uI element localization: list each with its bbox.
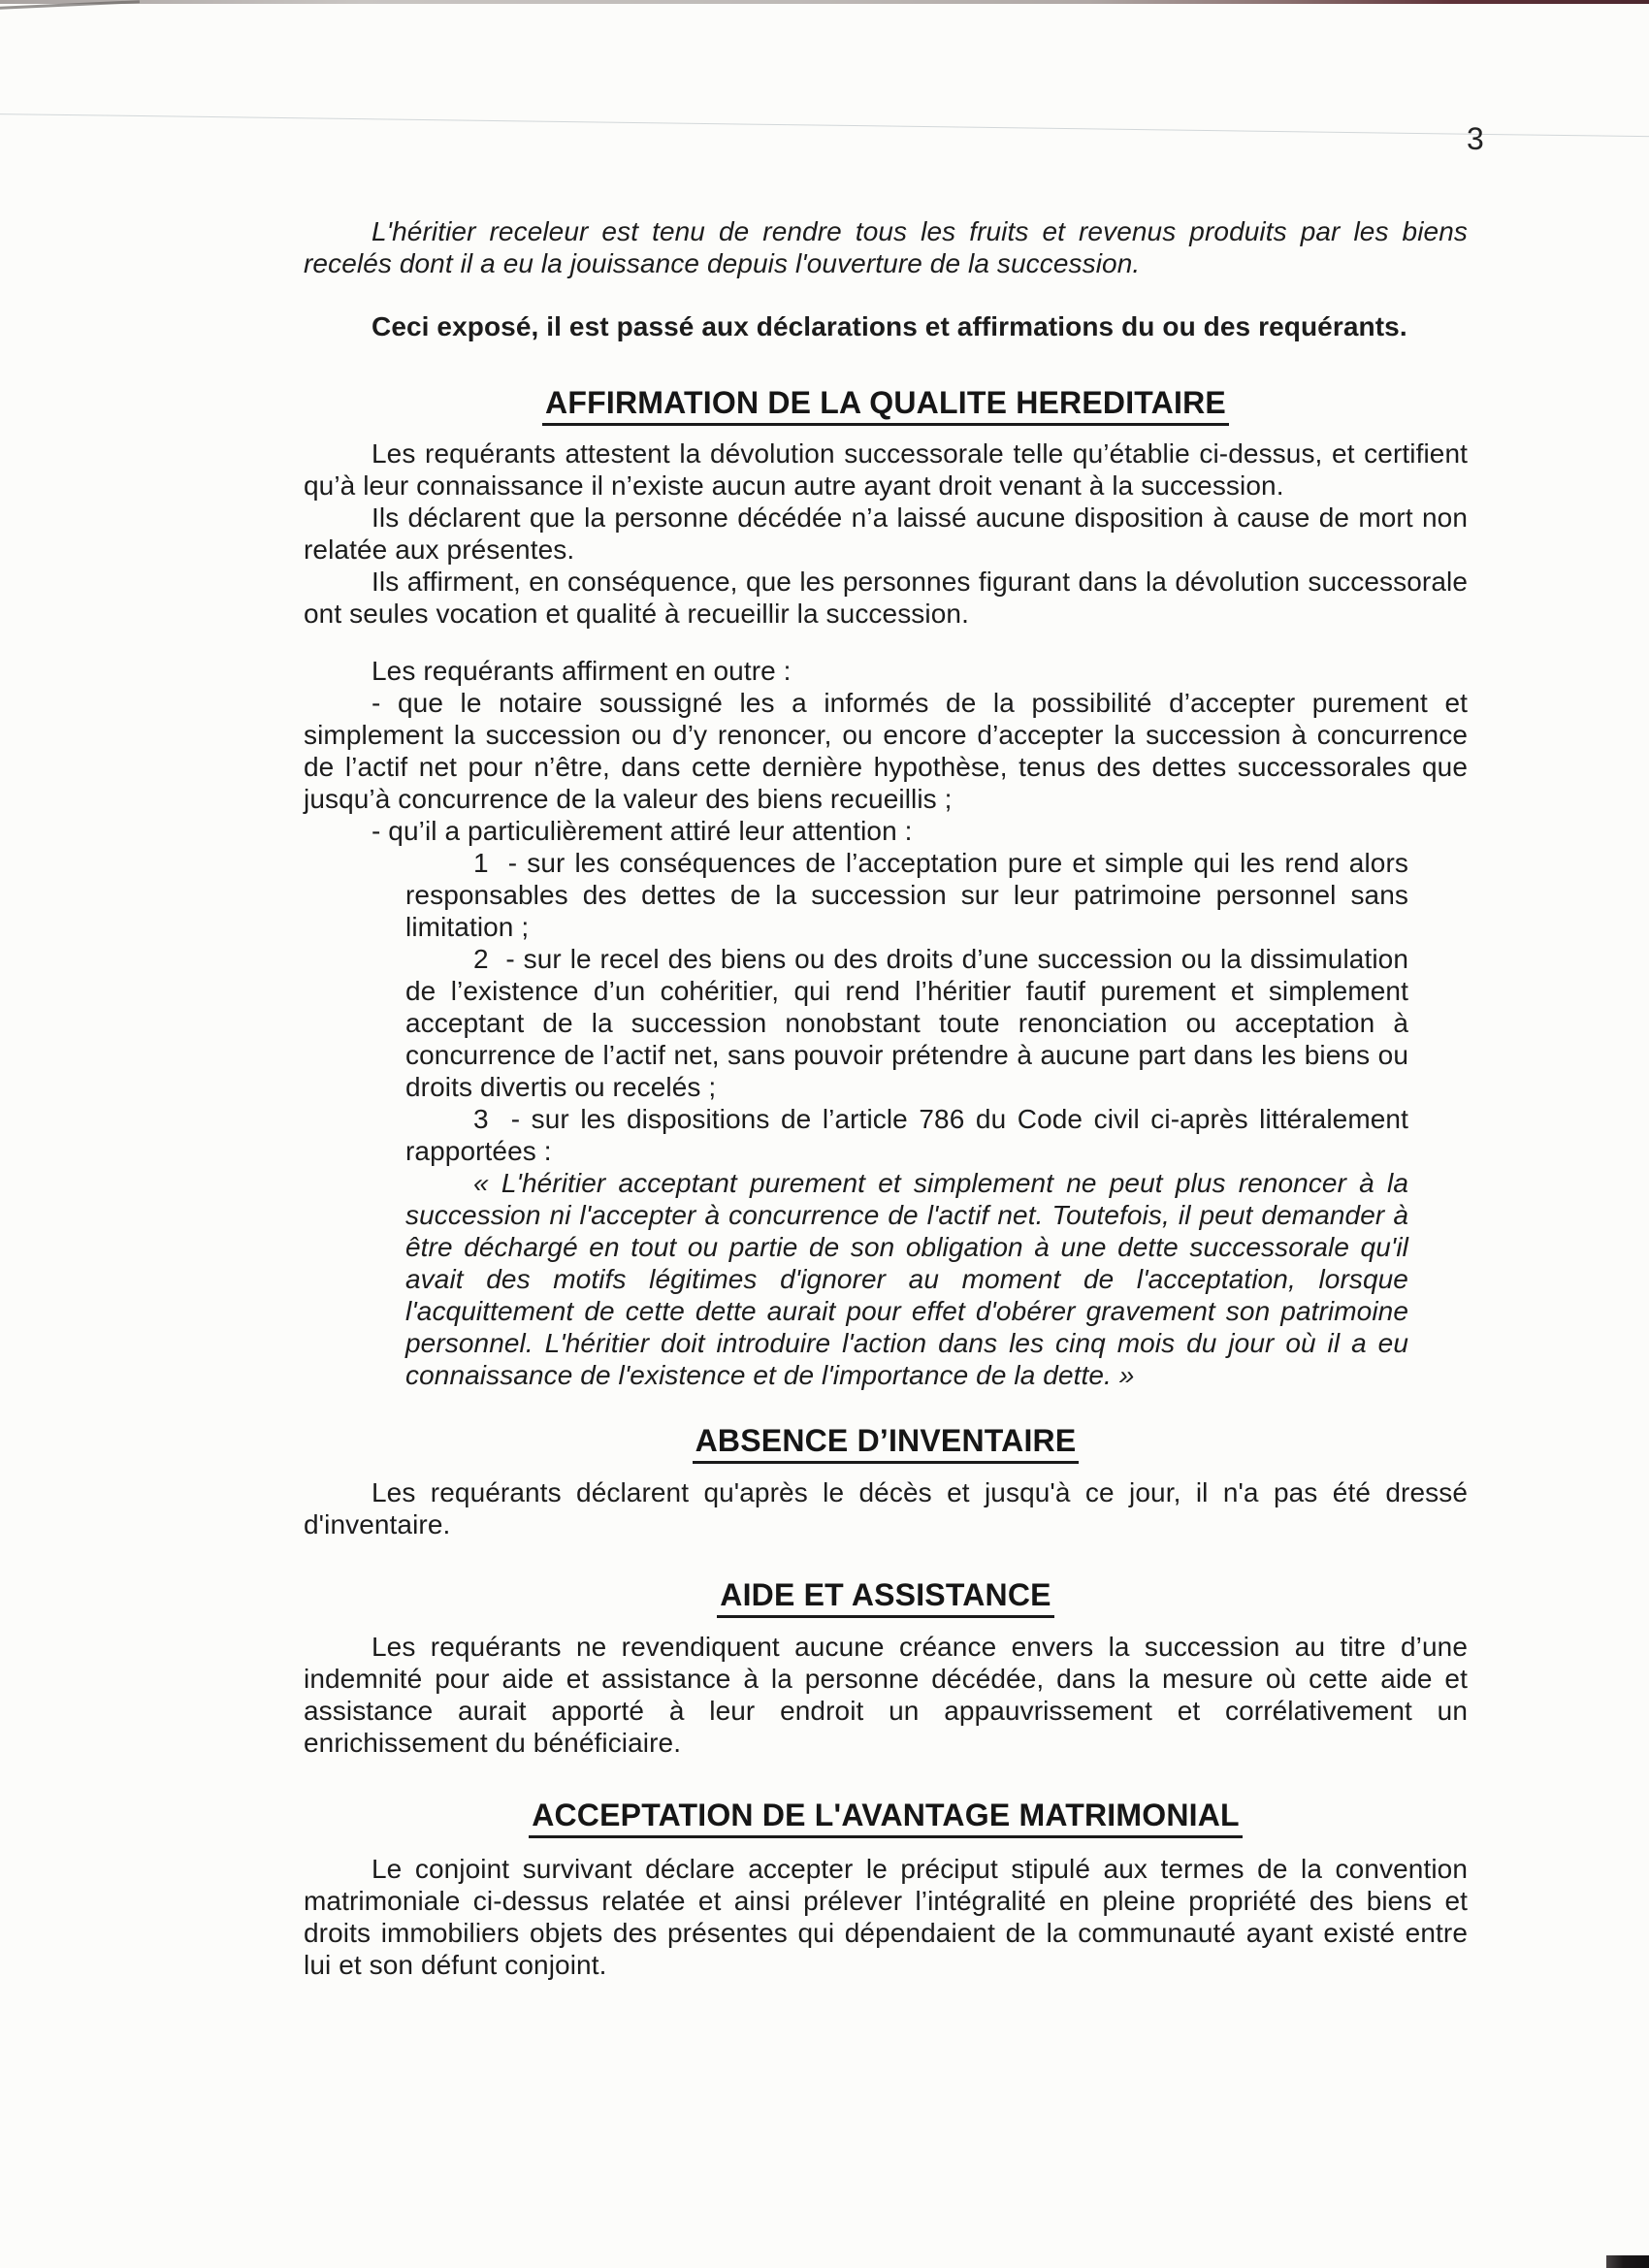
heading-wrap [304,385,1468,426]
heading-wrap [304,1798,1468,1838]
article-786-quote: « L'héritier acceptant purement et simplement ne peut plus renoncer à la succession ni l'accepter à concurrence de l'actif net. Toutefois, il peut demander à être déchargé en tout ou partie de son obligation à une dette successorale qu'il avait des motifs légitimes d'ignorer au moment de l'acceptation, lorsque l'acquittement de cette dette aurait pour effet d'obérer gravement son patrimoine personnel. L'héritier doit introduire l'action dans les cinq mois du jour où il a eu connaissance de l'existence et de l'importance de la dette. » [405,1168,1408,1390]
heading-affirmation-qualite-hereditaire: AFFIRMATION DE LA QUALITE HEREDITAIRE [542,385,1229,426]
scan-edge-top [0,0,1649,4]
paragraph-attention-attiree: - qu’il a particulièrement attiré leur attention : [372,816,913,846]
paragraph-disposition-cause-de-mort: Ils déclarent que la personne décédée n’a laissé aucune disposition à cause de mort non relatée aux présentes. [304,502,1468,565]
paragraph-vocation-qualite: Ils affirment, en conséquence, que les personnes figurant dans la dévolution successorale ont seules vocation et qualité à recueillir la succession. [304,567,1468,629]
page-number: 3 [1467,121,1484,156]
intro-paragraph-italic: L'héritier receleur est tenu de rendre tous les fruits et revenus produits par les biens recelés dont il a eu la jouissance depuis l'ouverture de la succession. [304,216,1468,278]
paragraph-absence-inventaire: Les requérants déclarent qu'après le décès et jusqu'à ce jour, il n'a pas été dressé d'inventaire. [304,1477,1468,1539]
scan-corner-mark [1606,2255,1649,2268]
heading-wrap [304,1577,1468,1618]
section-acceptation-avantage-matrimonial [304,1798,1468,1981]
paragraph-information-notaire: - que le notaire soussigné les a informés de la possibilité d’accepter purement et simplement la succession ou d’y renoncer, ou encore d’accepter la succession à concurrence de l’actif net pour n’être, dans cette dernière hypothèse, tenus des dettes successorales que jusqu’à concurrence de la valeur des biens recueillis ; [304,688,1468,814]
section-absence-inventaire [304,1423,1468,1540]
paragraph-affirment-en-outre: Les requérants affirment en outre : [372,656,792,686]
paragraph-devolution-successorale: Les requérants attestent la dévolution successorale telle qu’établie ci-dessus, et certifient qu’à leur connaissance il n’existe aucun autre ayant droit venant à la succession. [304,438,1468,501]
scan-edge-left-stripe [0,0,5,2268]
paragraph-aide-assistance: Les requérants ne revendiquent aucune créance envers la succession au titre d’une indemnité pour aide et assistance à la personne décédée, dans la mesure où cette aide et assistance aurait apporté à leur endroit un appauvrissement et corrélativement un enrichissement du bénéficiaire. [304,1632,1468,1758]
numbered-items-block [405,847,1408,1391]
document-page [304,215,1468,1981]
section-affirmation-qualite-hereditaire [304,385,1468,1391]
heading-absence-inventaire: ABSENCE D’INVENTAIRE [693,1423,1080,1464]
paragraph-acceptation-avantage-matrimonial: Le conjoint survivant déclare accepter le préciput stipulé aux termes de la convention matrimoniale ci-dessus relatée et ainsi prélever l’intégralité en pleine propriété des biens et droits immobiliers objets des présentes qui dépendaient de la communauté ayant existé entre lui et son défunt conjoint. [304,1854,1468,1980]
numbered-item-1: 1 - sur les conséquences de l’acceptation pure et simple qui les rend alors responsables des dettes de la succession sur leur patrimoine personnel sans limitation ; [405,848,1408,942]
numbered-item-2: 2 - sur le recel des biens ou des droits d’une succession ou la dissimulation de l’existence d’un cohéritier, qui rend l’héritier fautif purement et simplement acceptant de la succession nonobstant toute renonciation ou acceptation à concurrence de l’actif net, sans pouvoir prétendre à aucune part dans les biens ou droits divertis ou recelés ; [405,944,1408,1102]
heading-acceptation-avantage-matrimonial: ACCEPTATION DE L'AVANTAGE MATRIMONIAL [529,1798,1243,1838]
heading-aide-assistance: AIDE ET ASSISTANCE [717,1577,1053,1618]
numbered-item-3: 3 - sur les dispositions de l’article 786 du Code civil ci-après littéralement rapportées : [405,1104,1408,1166]
section-aide-assistance [304,1577,1468,1759]
heading-wrap [304,1423,1468,1464]
paper-edge-line [0,113,1649,137]
intro-paragraph-bold: Ceci exposé, il est passé aux déclarations et affirmations du ou des requérants. [372,311,1407,341]
